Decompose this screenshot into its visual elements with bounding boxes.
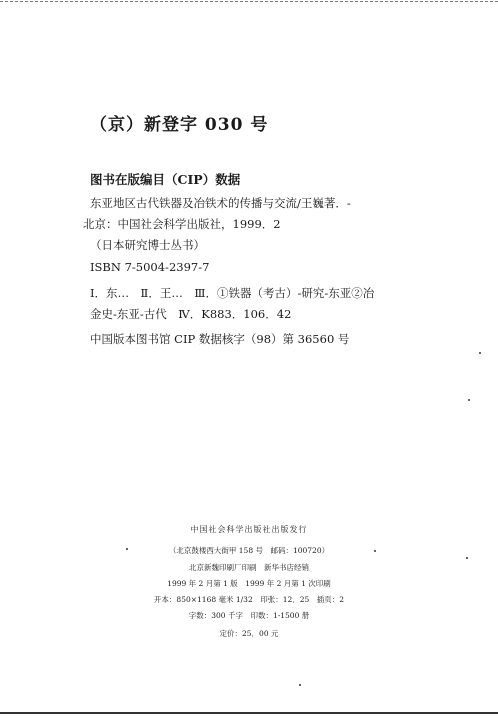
imprint-edition: 1999 年 2 月第 1 版 1999 年 2 月第 1 次印刷 xyxy=(167,579,331,588)
cip-title-line: 东亚地区古代铁器及冶铁术的传播与交流/王巍著．- xyxy=(90,196,351,210)
imprint-publisher: 中国社会科学出版社出版发行 xyxy=(190,525,308,534)
cip-subject-line: Ⅰ．东… Ⅱ．王… Ⅲ．①铁器（考古）-研究-东亚②冶 xyxy=(90,286,375,300)
imprint-address: （北京鼓楼西大街甲 158 号 邮码：100720） xyxy=(168,546,330,555)
scan-speck xyxy=(466,557,468,559)
scan-speck xyxy=(468,399,470,401)
cip-heading: 图书在版编目（CIP）数据 xyxy=(90,172,241,187)
imprint-printer: 北京新魏印刷厂印刷 新华书店经销 xyxy=(189,563,309,572)
scan-speck xyxy=(126,548,128,550)
scan-speck xyxy=(479,352,481,354)
top-rule xyxy=(0,1,498,2)
imprint-format: 开本：850×1168 毫米 1/32 印张：12．25 插页：2 xyxy=(153,595,345,604)
cip-classification-line: 金史-东亚-古代 Ⅳ．K883．106．42 xyxy=(90,307,292,321)
cip-isbn-line: ISBN 7-5004-2397-7 xyxy=(90,260,210,274)
imprint-count: 字数：300 千字 印数：1-1500 册 xyxy=(188,611,310,620)
registration-number: （京）新登字 030 号 xyxy=(90,115,269,135)
imprint-price: 定价：25．00 元 xyxy=(219,629,279,638)
cip-series-line: （日本研究博士丛书） xyxy=(90,238,205,252)
scan-speck xyxy=(299,684,301,686)
cip-record-number: 中国版本图书馆 CIP 数据核字（98）第 36560 号 xyxy=(90,332,350,346)
scan-speck xyxy=(374,550,376,552)
bottom-rule xyxy=(0,712,498,714)
cip-publisher-line: 北京：中国社会科学出版社，1999．2 xyxy=(83,217,281,231)
